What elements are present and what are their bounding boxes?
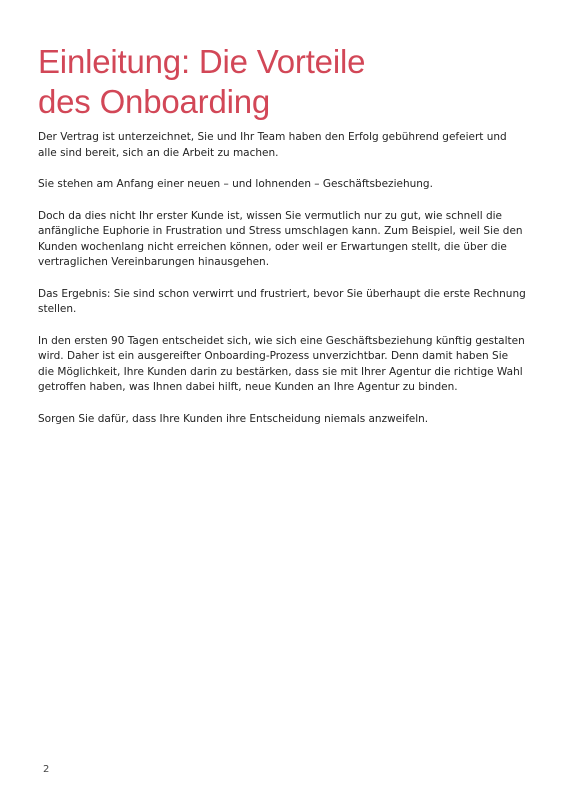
paragraph-5: In den ersten 90 Tagen entscheidet sich, wie sich eine Geschäftsbeziehung künftig gestalten wird. Daher ist ein ausgereifter Onboarding-Prozess unverzichtbar. Denn damit haben Sie die Möglichkeit, Ihre Kunden darin zu bestärken, dass sie mit Ihrer Agentur die richtige Wahl getroffen haben, was Ihnen dabei hilft, neue Kunden an Ihre Agentur zu binden. [38,334,525,393]
page-number: 2 [43,764,50,775]
paragraph-1: Der Vertrag ist unterzeichnet, Sie und Ihr Team haben den Erfolg gebührend gefeiert und alle sind bereit, sich an die Arbeit zu machen. [38,131,507,159]
title-line-1: Einleitung: Die Vorteile [38,43,366,80]
title-line-2: des Onboarding [38,83,271,120]
paragraph-4: Das Ergebnis: Sie sind schon verwirrt und frustriert, bevor Sie überhaupt die erste Rechnung stellen. [38,287,526,315]
paragraph-6: Sorgen Sie dafür, dass Ihre Kunden ihre Entscheidung niemals anzweifeln. [38,412,429,425]
paragraph-2: Sie stehen am Anfang einer neuen – und lohnenden – Geschäftsbeziehung. [38,178,433,190]
paragraph-3: Doch da dies nicht Ihr erster Kunde ist, wissen Sie vermutlich nur zu gut, wie schnell die anfängliche Euphorie in Frustration und Stress umschlagen kann. Zum Beispiel, weil Sie den Kunden wochenlang nicht erreichen können, oder weil er Erwartungen stellt, die über die vertraglichen Vereinbarungen hinausgehen. [38,209,523,268]
body-text [38,130,526,443]
page-title [38,42,518,122]
